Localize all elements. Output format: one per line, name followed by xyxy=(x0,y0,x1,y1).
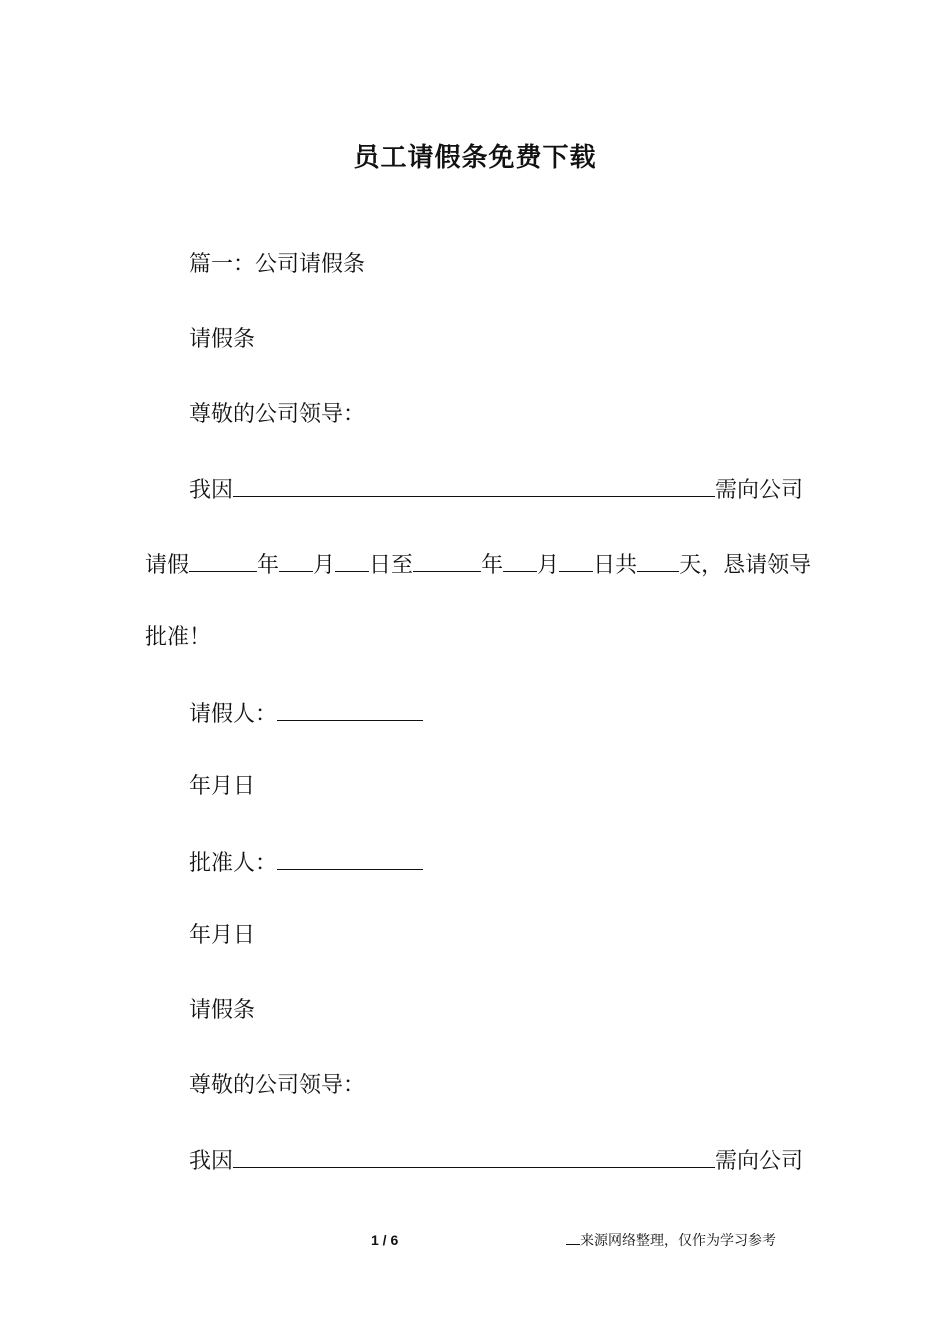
reason-line xyxy=(189,474,803,506)
end-year-blank xyxy=(413,549,481,572)
end-day-blank xyxy=(559,549,593,572)
salutation: 尊敬的公司领导： xyxy=(189,402,366,427)
reason-blank xyxy=(233,474,715,497)
end-day-label: 日共 xyxy=(593,553,638,578)
date-range-line xyxy=(145,549,811,581)
end-month-blank xyxy=(503,549,537,572)
document-title: 员工请假条免费下载 xyxy=(353,143,597,173)
reason-prefix: 我因 xyxy=(189,478,234,503)
section-heading: 篇一：公司请假条 xyxy=(189,252,366,277)
applicant-date: 年月日 xyxy=(189,774,256,799)
salutation-2: 尊敬的公司领导： xyxy=(189,1073,366,1098)
start-month-blank xyxy=(279,549,313,572)
end-year-label: 年 xyxy=(481,553,504,578)
applicant-label: 请假人： xyxy=(189,702,278,727)
reason-suffix-2: 需向公司 xyxy=(715,1149,804,1174)
start-day-label: 日至 xyxy=(369,553,414,578)
days-suffix: 天，恳请领导 xyxy=(679,553,812,578)
footer-blank xyxy=(566,1231,580,1245)
date-prefix: 请假 xyxy=(145,553,190,578)
approver-signature-blank xyxy=(277,847,423,870)
start-year-label: 年 xyxy=(257,553,280,578)
end-month-label: 月 xyxy=(537,553,560,578)
reason-blank-2 xyxy=(233,1145,715,1168)
start-day-blank xyxy=(335,549,369,572)
reason-prefix-2: 我因 xyxy=(189,1149,234,1174)
form-heading: 请假条 xyxy=(189,327,256,352)
applicant-line xyxy=(189,698,423,730)
reason-line-2 xyxy=(189,1145,803,1177)
source-note-text: 来源网络整理，仅作为学习参考 xyxy=(580,1232,776,1248)
reason-suffix: 需向公司 xyxy=(715,478,804,503)
applicant-signature-blank xyxy=(277,698,423,721)
approver-line xyxy=(189,847,423,879)
approver-label: 批准人： xyxy=(189,851,278,876)
total-days-blank xyxy=(637,549,679,572)
footer-source-note xyxy=(566,1231,776,1249)
form-heading-2: 请假条 xyxy=(189,998,256,1023)
closing-line: 批准！ xyxy=(145,625,212,650)
page-number: 1 / 6 xyxy=(371,1232,399,1248)
approver-date: 年月日 xyxy=(189,923,256,948)
start-year-blank xyxy=(189,549,257,572)
start-month-label: 月 xyxy=(313,553,336,578)
